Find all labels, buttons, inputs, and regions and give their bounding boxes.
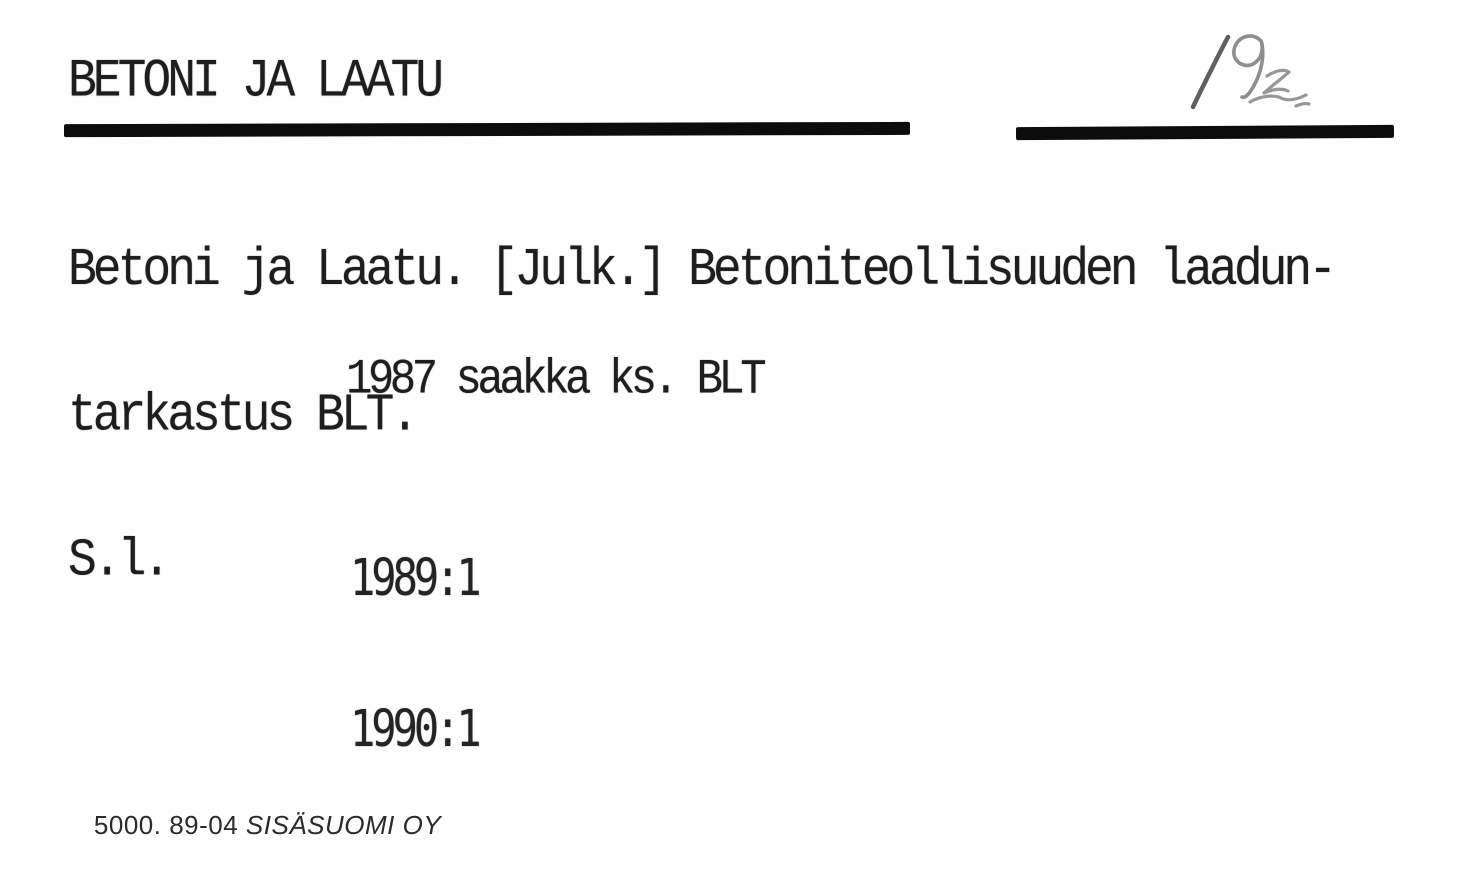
card-heading: BETONI JA LAATU: [68, 52, 441, 113]
entry-line-2: tarkastus BLT.: [68, 386, 416, 446]
entry-line-1: Betoni ja Laatu. [Julk.] Betoniteollisuuden laadun-: [68, 241, 1334, 301]
heading-rule-left: [64, 122, 910, 137]
handwritten-note: [1150, 25, 1350, 125]
printer-imprint: [63, 779, 441, 872]
holdings-issue: 1990:1: [350, 699, 478, 758]
entry-line-3: S.l.: [68, 531, 168, 592]
print-code: 5000. 89-04: [93, 810, 246, 840]
holdings-note: 1987 saakka ks. BLT: [346, 352, 763, 408]
pencil-stroke-digit-1: [1193, 37, 1228, 107]
printer-name: SISÄSUOMI OY: [245, 810, 442, 840]
holdings-issue: 1989:1: [350, 548, 478, 607]
heading-rule-right: [1016, 125, 1394, 140]
pencil-stroke-digit-9: [1234, 36, 1263, 97]
entry-text: [68, 150, 1333, 682]
